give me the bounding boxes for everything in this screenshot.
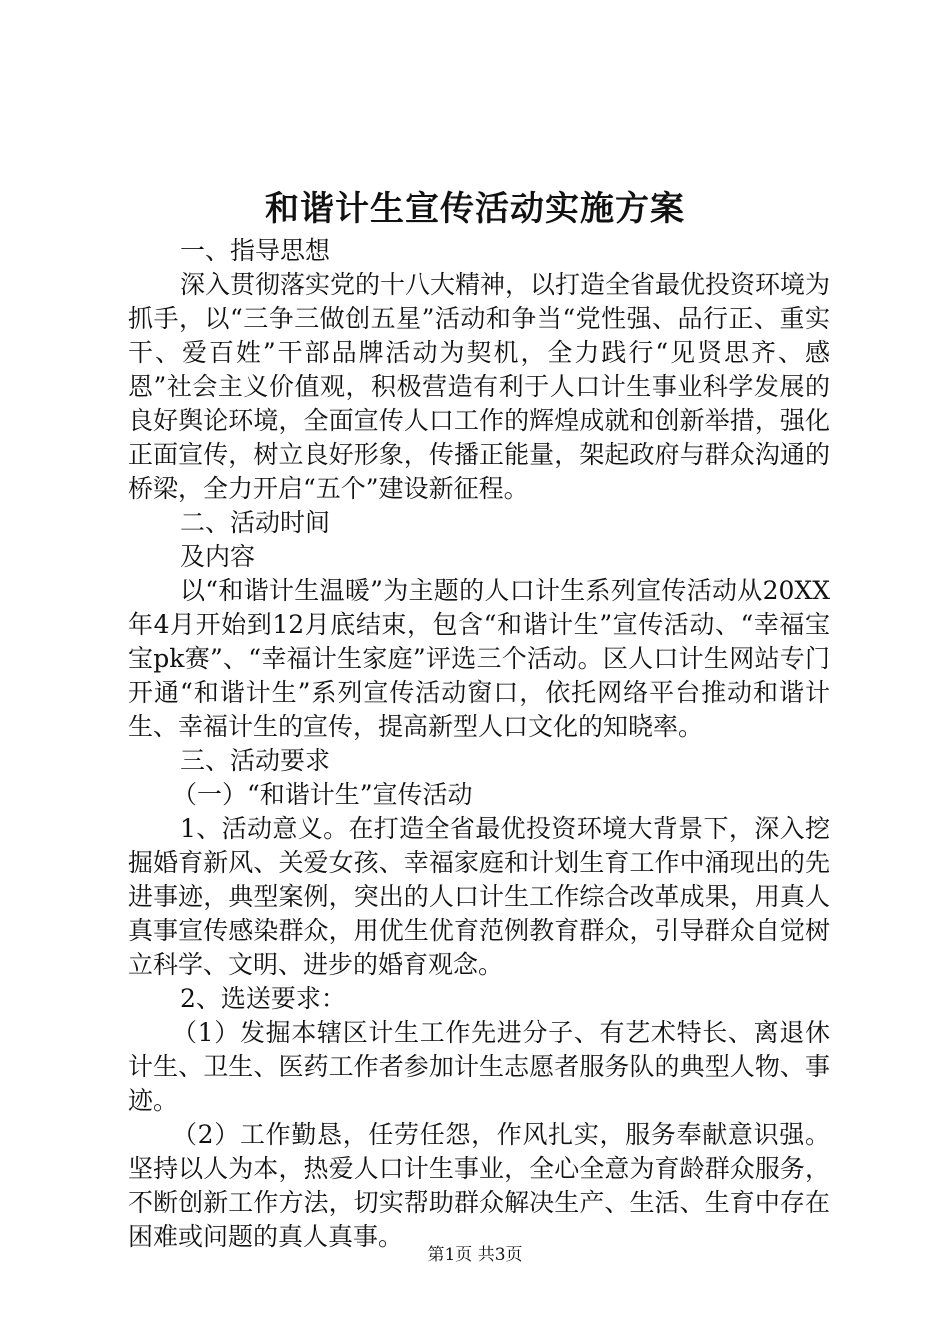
page-footer: 第1页 共3页 <box>427 1245 523 1265</box>
paragraph-guiding-ideology: 深入贯彻落实党的十八大精神，以打造全省最优投资环境为抓手，以“三争三做创五星”活动和争当“党性强、品行正、重实干、爱百姓”干部品牌活动为契机，全力践行“见贤思齐、感恩”社会主义价值观，积极营造有利于人口计生事业科学发展的良好舆论环境，全面宣传人口工作的辉煌成就和创新举措，强化正面宣传，树立良好形象，传播正能量，架起政府与群众沟通的桥梁，全力开启“五个”建设新征程。 <box>128 270 831 503</box>
document-body <box>128 234 830 1254</box>
section-heading-requirements: 三、活动要求 <box>180 746 331 775</box>
paragraph-requirement-2: （2）工作勤恳，任劳任怨，作风扎实，服务奉献意识强。坚持以人为本，热爱人口计生事业，全心全意为育龄群众服务，不断创新工作方法，切实帮助群众解决生产、生活、生育中存在困难或问题的真人真事。 <box>128 1120 830 1251</box>
paragraph-activity-content: 以“和谐计生温暖”为主题的人口计生系列宣传活动从20XX年4月开始到12月底结束，包含“和谐计生”宣传活动、“幸福宝宝pk赛”、“幸福计生家庭”评选三个活动。区人口计生网站专门开通“和谐计生”系列宣传活动窗口，依托网络平台推动和谐计生、幸福计生的宣传，提高新型人口文化的知晓率。 <box>128 576 830 741</box>
section-heading-guiding-ideology: 一、指导思想 <box>180 236 331 265</box>
subsection-heading-harmony: （一）“和谐计生”宣传活动 <box>172 780 473 809</box>
paragraph-requirement-1: （1）发掘本辖区计生工作先进分子、有艺术特长、离退休计生、卫生、医药工作者参加计生志愿者服务队的典型人物、事迹。 <box>128 1018 830 1115</box>
section-heading-activity-time: 二、活动时间 <box>180 508 331 537</box>
item-heading-selection-requirements: 2、选送要求： <box>180 984 346 1013</box>
paragraph-activity-significance: 1、活动意义。在打造全省最优投资环境大背景下，深入挖掘婚育新风、关爱女孩、幸福家庭和计划生育工作中涌现出的先进事迹，典型案例，突出的人口计生工作综合改革成果，用真人真事宣传感染群众，用优生优育范例教育群众，引导群众自觉树立科学、文明、进步的婚育观念。 <box>128 814 830 979</box>
section-heading-content: 及内容 <box>180 542 256 571</box>
document-title: 和谐计生宣传活动实施方案 <box>265 189 685 229</box>
